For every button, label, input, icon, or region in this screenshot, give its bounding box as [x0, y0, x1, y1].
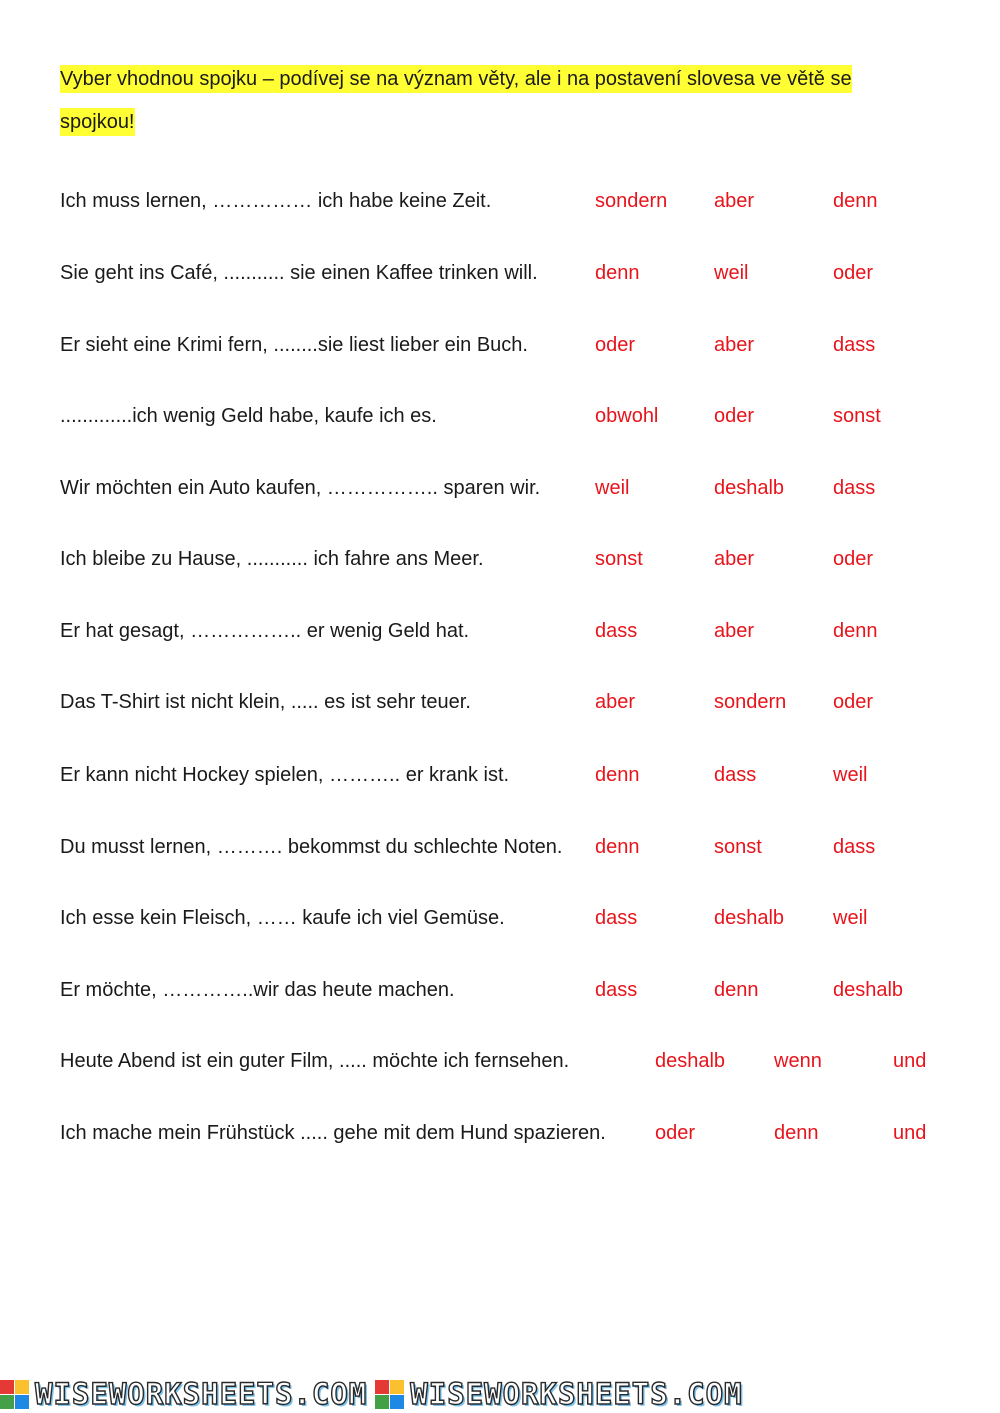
answer-option[interactable]: deshalb — [655, 1050, 726, 1072]
exercise-row — [60, 1050, 960, 1080]
logo-icon — [0, 1380, 29, 1409]
exercise-sentence: Sie geht ins Café, ........... sie einen Kaffee trinken will. — [60, 262, 538, 284]
answer-option[interactable]: deshalb — [714, 907, 785, 929]
answer-option[interactable]: weil — [595, 477, 630, 499]
logo-square — [375, 1380, 389, 1394]
answer-option[interactable]: oder — [833, 548, 874, 570]
footer-watermark — [0, 1375, 1000, 1413]
instruction — [60, 58, 920, 144]
exercise-row — [60, 907, 960, 937]
logo-square — [375, 1395, 389, 1409]
answer-option[interactable]: dass — [833, 836, 876, 858]
logo-square — [390, 1380, 404, 1394]
answer-option[interactable]: denn — [833, 620, 878, 642]
exercise-row — [60, 1122, 960, 1152]
logo-square — [390, 1395, 404, 1409]
answer-option[interactable]: oder — [833, 691, 874, 713]
answer-option[interactable]: sondern — [595, 190, 668, 212]
answer-option[interactable]: sonst — [595, 548, 643, 570]
answer-option[interactable]: und — [893, 1122, 927, 1144]
logo-square — [0, 1380, 14, 1394]
exercise-row — [60, 836, 960, 866]
answer-option[interactable]: oder — [714, 405, 755, 427]
brand-2 — [375, 1377, 742, 1411]
answer-option[interactable]: wenn — [774, 1050, 822, 1072]
exercise-row — [60, 262, 960, 292]
exercise-sentence: Das T-Shirt ist nicht klein, ..... es ist sehr teuer. — [60, 691, 471, 713]
exercise-sentence: Er hat gesagt, …………….. er wenig Geld hat. — [60, 620, 470, 642]
logo-square — [15, 1395, 29, 1409]
exercise-sentence: Ich esse kein Fleisch, …… kaufe ich viel Gemüse. — [60, 907, 505, 929]
answer-option[interactable]: dass — [833, 477, 876, 499]
answer-option[interactable]: deshalb — [833, 979, 904, 1001]
answer-option[interactable]: aber — [714, 620, 755, 642]
exercise-row — [60, 190, 960, 220]
instruction-text: Vyber vhodnou spojku – podívej se na význam věty, ale i na postavení slovesa ve větě se spojkou! — [60, 65, 852, 136]
exercise-sentence: Heute Abend ist ein guter Film, ..... möchte ich fernsehen. — [60, 1050, 570, 1072]
exercise-sentence: Ich muss lernen, …………… ich habe keine Zeit. — [60, 190, 492, 212]
answer-option[interactable]: aber — [714, 190, 755, 212]
exercise-sentence: .............ich wenig Geld habe, kaufe ich es. — [60, 405, 437, 427]
exercise-row — [60, 691, 960, 721]
answer-option[interactable]: denn — [595, 836, 640, 858]
exercise-sentence: Wir möchten ein Auto kaufen, …………….. sparen wir. — [60, 477, 541, 499]
exercise-sentence: Ich bleibe zu Hause, ........... ich fahre ans Meer. — [60, 548, 484, 570]
answer-option[interactable]: denn — [595, 764, 640, 786]
exercise-row — [60, 334, 960, 364]
answer-option[interactable]: weil — [833, 907, 868, 929]
answer-option[interactable]: sondern — [714, 691, 787, 713]
brand-1 — [0, 1377, 367, 1411]
exercise-row — [60, 548, 960, 578]
exercise-sentence: Er kann nicht Hockey spielen, ……….. er krank ist. — [60, 764, 510, 786]
exercise-row — [60, 764, 960, 794]
brand-text: WISEWORKSHEETS.COM — [35, 1377, 368, 1411]
answer-option[interactable]: denn — [774, 1122, 819, 1144]
exercise-sentence: Ich mache mein Frühstück ..... gehe mit dem Hund spazieren. — [60, 1122, 606, 1144]
exercise-sentence: Er möchte, …………..wir das heute machen. — [60, 979, 455, 1001]
answer-option[interactable]: oder — [833, 262, 874, 284]
logo-icon — [375, 1380, 404, 1409]
answer-option[interactable]: deshalb — [714, 477, 785, 499]
answer-option[interactable]: sonst — [833, 405, 881, 427]
answer-option[interactable]: oder — [595, 334, 636, 356]
exercise-row — [60, 620, 960, 650]
answer-option[interactable]: oder — [655, 1122, 696, 1144]
answer-option[interactable]: denn — [714, 979, 759, 1001]
answer-option[interactable]: sonst — [714, 836, 762, 858]
answer-option[interactable]: dass — [595, 979, 638, 1001]
answer-option[interactable]: dass — [595, 907, 638, 929]
answer-option[interactable]: dass — [833, 334, 876, 356]
answer-option[interactable]: dass — [714, 764, 757, 786]
logo-square — [0, 1395, 14, 1409]
exercise-sentence: Du musst lernen, ………. bekommst du schlechte Noten. — [60, 836, 563, 858]
logo-square — [15, 1380, 29, 1394]
exercise-sentence: Er sieht eine Krimi fern, ........sie liest lieber ein Buch. — [60, 334, 528, 356]
brand-text: WISEWORKSHEETS.COM — [410, 1377, 743, 1411]
answer-option[interactable]: denn — [595, 262, 640, 284]
answer-option[interactable]: und — [893, 1050, 927, 1072]
answer-option[interactable]: dass — [595, 620, 638, 642]
answer-option[interactable]: weil — [714, 262, 749, 284]
answer-option[interactable]: denn — [833, 190, 878, 212]
exercise-row — [60, 405, 960, 435]
answer-option[interactable]: obwohl — [595, 405, 659, 427]
answer-option[interactable]: weil — [833, 764, 868, 786]
answer-option[interactable]: aber — [714, 548, 755, 570]
answer-option[interactable]: aber — [714, 334, 755, 356]
exercise-row — [60, 979, 960, 1009]
answer-option[interactable]: aber — [595, 691, 636, 713]
exercise-row — [60, 477, 960, 507]
